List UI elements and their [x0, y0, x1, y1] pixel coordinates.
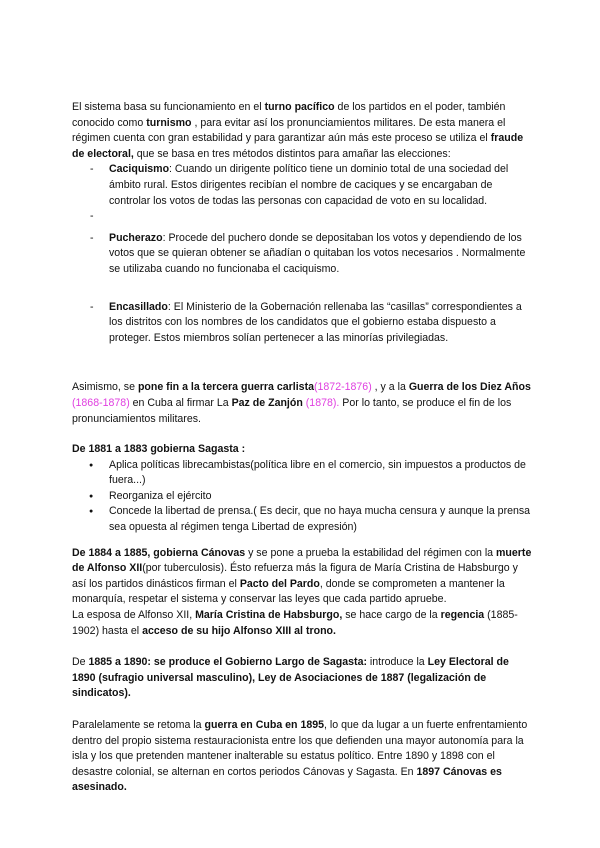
text-run: y se pone a prueba la estabilidad del régimen con la: [245, 546, 497, 559]
document-body: [72, 100, 532, 796]
bold-run: turnismo: [146, 116, 192, 129]
list-item-caciquismo: [72, 162, 532, 209]
cuba-paragraph: [72, 718, 532, 796]
carlista-paragraph: [72, 380, 532, 427]
regencia-paragraph: [72, 608, 532, 639]
bold-run: pone fin a la tercera guerra carlista: [137, 381, 314, 394]
list-item: ● Concede la libertad de prensa.( Es decir, que no haya mucha censura y aunque la prensa sea opuesta al régimen tenga Libertad de expresión): [72, 504, 532, 535]
text-run: que se basa en tres métodos distintos para amañar las elecciones:: [133, 147, 451, 160]
text-run: en Cuba al firmar La: [129, 396, 232, 409]
method-title: Pucherazo: [109, 231, 163, 244]
text-run: La esposa de Alfonso XII,: [72, 609, 196, 622]
bold-run: Ley Electoral de 1890 (sufragio universal masculino), Ley de Asociaciones de 1887 (legalización de sindicatos).: [72, 656, 509, 700]
bold-run: María Cristina de Habsburgo,: [195, 609, 343, 622]
method-text: : El Ministerio de la Gobernación rellenaba las “casillas” correspondientes a los distritos con los nombres de los candidatos que el gobierno estaba dispuesto a proteger. Estos miembros solían pertenecer a las minorías privilegiadas.: [109, 300, 522, 344]
gobierno-largo-paragraph: [72, 655, 532, 702]
method-title: Encasillado: [109, 300, 168, 313]
bold-run: De 1884 a 1885, gobierna Cánovas: [72, 546, 246, 559]
bold-run: Paz de Zanjón: [231, 396, 303, 409]
method-title: Caciquismo: [109, 163, 170, 176]
list-item: ● Reorganiza el ejército: [72, 489, 532, 505]
canovas-paragraph: [72, 546, 532, 608]
intro-paragraph: [72, 100, 532, 162]
heading-text: De 1881 a 1883 gobierna Sagasta :: [72, 443, 246, 456]
bold-run: Pacto del Pardo: [239, 577, 320, 590]
bold-run: acceso de su hijo Alfonso XIII al trono.: [142, 624, 336, 637]
text-run: , donde se comprometen a mantener la monarquía, respetar el sistema y conservar las leyes que cada partido apruebe.: [72, 577, 505, 606]
fraud-methods-list-3: [72, 300, 532, 347]
text-run: De: [72, 656, 89, 669]
method-text: : Procede del puchero donde se depositaban los votos y dependiendo de los votos que se quieran obtener se añadían o quitaban los votos necesarios . Normalmente se utilizaba cuando no funcionaba el caciquismo.: [109, 231, 526, 275]
bold-run: 1897 Cánovas es asesinado.: [72, 765, 502, 794]
method-text: : Cuando un dirigente político tiene un dominio total de una sociedad del ámbito rural. Estos dirigentes recibían el nombre de caciques y se encargaban de controlar los votos de todas las personas con capacidad de voto en su localidad.: [109, 163, 509, 207]
date-run: (1872-1876): [314, 381, 372, 394]
text-run: Asimismo, se: [72, 381, 138, 394]
bold-run: fraude de electoral,: [72, 132, 524, 160]
list-spacer: [72, 209, 532, 225]
text-run: (por tuberculosis). Ésto refuerza más la figura de María Cristina de Habsburgo y así los partidos dinásticos firman el: [72, 562, 518, 590]
fraud-methods-list: [72, 162, 532, 224]
text-run: Paralelamente se retoma la: [72, 719, 205, 731]
text-run: , para evitar así los pronunciamientos militares. De esta manera el régimen cuenta con gran estabilidad y para garantizar aún más este proceso se utiliza el: [72, 116, 506, 145]
bold-run: turno pacífico: [264, 101, 335, 113]
text-run: , lo que da lugar a un fuerte enfrentamiento dentro del propio sistema restauracionista entre los que defienden una mayor autonomía para la isla y los que pretenden mantener inalterable su estatus político. Entre 1890 y 1898 con el desastre colonial, se alternan en cortos periodos Cánovas y Sagasta. En: [72, 719, 528, 778]
date-run: (1868-1878): [72, 396, 130, 409]
list-item-encasillado: [72, 300, 532, 347]
list-item: ● Aplica políticas librecambistas(política libre en el comercio, sin impuestos a productos de fuera...): [72, 458, 532, 489]
bold-run: 1885 a 1890: se produce el Gobierno Largo de Sagasta:: [88, 656, 367, 669]
text-run: El sistema basa su funcionamiento en el: [72, 101, 265, 113]
text-run: (1885-1902) hasta el: [72, 609, 518, 637]
list-item-pucherazo: [72, 231, 532, 278]
sagasta-heading: [72, 442, 532, 458]
bold-run: muerte de Alfonso XII: [72, 546, 532, 575]
text-run: Por lo tanto, se produce el fin de los pronunciamientos militares.: [72, 396, 512, 425]
bold-run: guerra en Cuba en 1895: [204, 719, 325, 731]
sagasta-policies-list: [72, 458, 532, 536]
text-run: , y a la: [371, 381, 409, 394]
text-run: se hace cargo de la: [342, 609, 441, 622]
text-run: de los partidos en el poder, también conocido como: [72, 101, 506, 129]
date-run: (1878).: [302, 396, 340, 409]
fraud-methods-list-2: [72, 231, 532, 278]
text-run: introduce la: [366, 656, 428, 669]
bold-run: regencia: [440, 609, 485, 622]
bold-run: Guerra de los Diez Años: [408, 381, 531, 394]
